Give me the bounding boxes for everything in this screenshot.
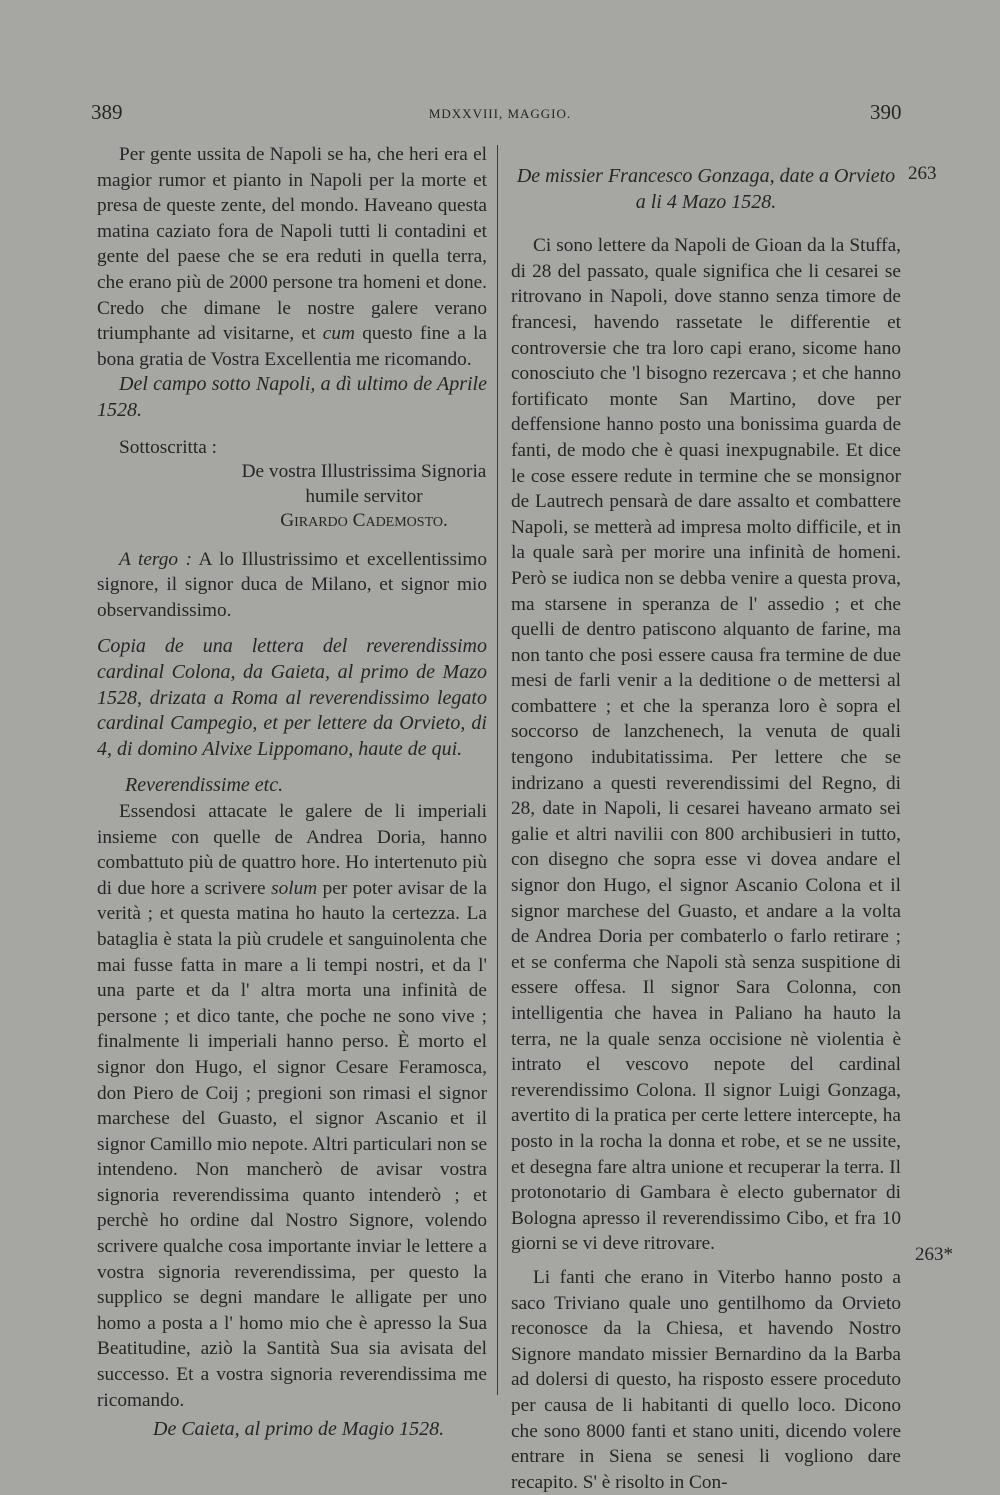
salutation: Reverendissime etc. (125, 774, 284, 797)
dateline: Del campo sotto Napoli, a dì ultimo de Aprile 1528. (97, 373, 487, 421)
paragraph-text: Essendosi attacate le galere de li imperiali insieme con quelle de Andrea Doria, hanno combattuto più de quattro hore. Ho intertenuto più di due hore a scrivere (97, 800, 487, 899)
page-number-right: 390 (870, 100, 902, 124)
left-column (97, 142, 487, 1443)
letter-heading: Copia de una lettera del reverendissimo cardinal Colona, da Gaieta, al primo de Mazo 1528, drizata a Roma al reverendissimo legato cardinal Campegio, et per lettere da Orvieto, di 4, di domino Alvixe Lippomano, haute de qui. (97, 635, 487, 760)
paragraph-text: per poter avisar de la verità ; et questa matina ho hauto la certezza. La bataglia è stata la più crudele et sanguinolenta che mai fusse fatta in mare a li tempi nostri, et da l' una parte et da l' altra morta una infinità de persone ; et dico tante, che poche ne sono vive ; finalmente li imperiali hanno perso. È morto el signor don Hugo, el signor Cesare Feramosca, don Piero de Coij ; pregioni son rimasi el signor marchese del Guasto, el signor Ascanio et il signor Camillo mio nepote. Altri particulari non se intendeno. Non mancherò de avisar vostra signoria reverendissima quanto intenderò ; et perchè ho ordine dal Nostro Signore, volendo scrivere qualche cosa importante inviar le lettere a vostra signoria reverendissima, per questo la supplico se degni mandare le alligate per uno homo a posta a l' homo mio che è apresso la Sua Beatitudine, aziò la Santità Sua sia avisata del successo. Et a vostra signoria reverendissima me ricomando. (97, 877, 487, 1411)
margin-number: 263 (908, 163, 937, 184)
paragraph (97, 799, 487, 1413)
paragraph: Li fanti che erano in Viterbo hanno posto a saco Triviano quale uno gentilhomo da Orvieto reconosce da la Chiesa, et havendo Nostro Signore mandato missier Bernardino da la Barba ad dolersi di questo, ha risposto essere proceduto per causa de li habitanti di quello loco. Dicono che sono 8000 fanti et stano uniti, dicendo volere entrare in Siena se senesi li vogliono dare recapito. S' è risolto in Con- (511, 1266, 901, 1493)
paragraph-text: Per gente ussita de Napoli se ha, che heri era el magior rumor et pianto in Napoli per la morte et presa de queste zente, del mondo. Haveano questa matina caziato fora de Napoli tutti li contadini et gente del paese che se era reduti in quella terra, che erano più de 2000 persone tra homeni et done. Credo che dimane le nostre galere verano triumphante ad visitarne, et (97, 144, 487, 345)
column-divider (497, 145, 498, 1395)
page-number-left: 389 (91, 100, 123, 124)
address-paragraph (97, 547, 487, 624)
running-head: MDXXVIII, MAGGIO. (428, 106, 572, 121)
signature-block (97, 460, 487, 534)
address-text: A lo Illustrissimo et excellentissimo signore, il signor duca de Milano, et signor mio observandissimo. (97, 548, 487, 621)
margin-number: 263* (915, 1244, 953, 1265)
italic-word: solum (271, 877, 318, 899)
paragraph: Ci sono lettere da Napoli de Gioan da la Stuffa, di 28 del passato, quale significa che li cesarei se ritrovano in Napoli, dove stanno senza timore de francesi, havendo rassetate le differentie et controversie che tra loro capi erano, sicome hano conosciuto che 'l bisogno rezercava ; et che hanno fortificato monte San Martino, dove per deffensione hanno posto una bonissima guarda de fanti, de modo che è quasi inexpugnabile. Et dice le cose essere redute in termine che se monsignor de Lautrech pensarà de dare assalto et combattere Napoli, se metterà ad impresa molto difficile, et in la quale sarà per morire una infinità de homeni. Però se iudica non se debba venire a questa prova, ma starsene in speranza de l' assedio ; et che quelli de dentro patiscono alquanto de farine, ma non tanto che posi essere causa fra termine de due mesi de farli venir a la deditione o de mettersi al combattere ; et che la speranza loro è sopra el soccorso de lanzchenech, la venuta de quali tengono indubitatissima. Per lettere che se indrizano a questi reverendissimi del Regno, di 28, date in Napoli, li cesarei haveano armato sei galie et altri navilii con 800 archibusieri in tutto, con disegno che sopra esse vi dovea andare el signor don Hugo, el signor Ascanio Colona et il signor marchese del Guasto, et andare a la volta de Andrea Doria per combaterlo o farlo retirare ; et se conferma che Napoli stà senza suspitione di essere offesa. Il signor Sara Colonna, con intelligentia che havea in Paliano ha hauto la terra, ne la quale senza occisione nè violentia è intrato el vescovo nepote del cardinal reverendissimo Colona. Il signor Luigi Gonzaga, avertito di la pratica per certe lettere intercepte, ha posto in la rocha la donna et robe, et se ne ussite, et desegna fare altra unione et recuperar la terra. Il protonotario di Gambara è electo gubernator di Bologna apresso il reverendissimo Cibo, et fra 10 giorni se vi deve ritrovare. (511, 235, 901, 1255)
a-tergo-label: A tergo : (119, 548, 192, 570)
sottoscritta-label: Sottoscritta : (119, 436, 218, 458)
signature-name: Girardo Cademosto. (280, 510, 448, 532)
letter-heading: De missier Francesco Gonzaga, date a Orvieto a li 4 Mazo 1528. (516, 165, 896, 213)
dateline: De Caieta, al primo de Magio 1528. (153, 1418, 445, 1441)
paragraph-text: questo fine a la bona gratia de Vostra Excellentia me ricomando. (97, 323, 487, 370)
signature-line: humile servitor (305, 485, 423, 507)
italic-word: cum (322, 323, 355, 345)
right-column (511, 142, 901, 1495)
signature-line: De vostra Illustrissima Signoria (241, 461, 487, 483)
paragraph (97, 142, 487, 372)
